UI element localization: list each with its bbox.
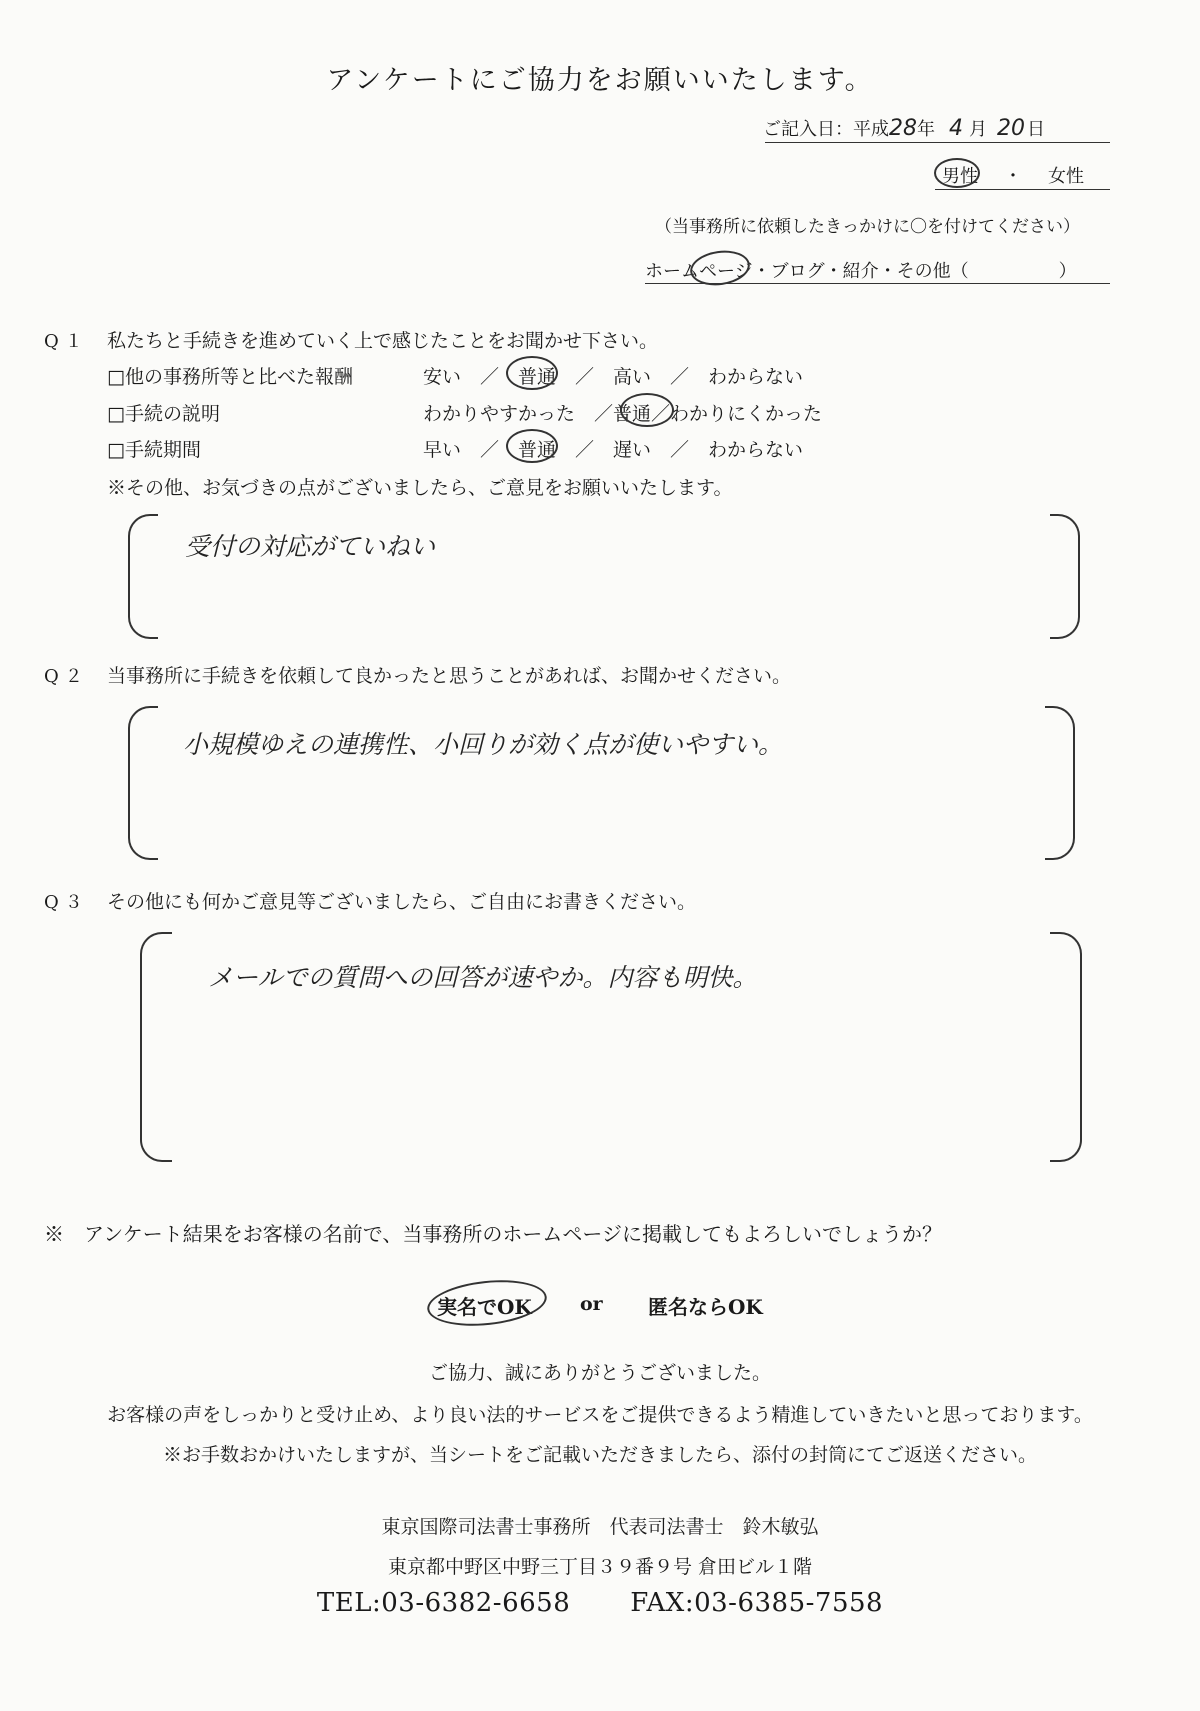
date-underline (765, 142, 1110, 143)
q2-answer-bracket-left (128, 706, 158, 860)
day-unit: 日 (1027, 119, 1045, 140)
bleed-through-mark (95, 1605, 105, 1615)
date-label: ご記入日：平成 (763, 119, 889, 140)
page-title: アンケートにご協力をお願いいたします。 (326, 65, 874, 96)
office-fax: FAX:03-6385-7558 (630, 1588, 884, 1618)
year-unit: 年 (917, 119, 935, 140)
trigger-instruction: （当事務所に依頼したきっかけに〇を付けてください） (655, 217, 1080, 237)
office-tel: TEL:03-6382-6658 (316, 1588, 571, 1618)
q1-row-fee-circle (506, 356, 558, 390)
q2-text: 当事務所に手続きを依頼して良かったと思うことがあれば、お聞かせください。 (107, 665, 792, 687)
q3-answer-bracket-left (140, 932, 172, 1162)
office-name: 東京国際司法書士事務所 代表司法書士 鈴木敏弘 (381, 1516, 819, 1538)
q1-row-period-options[interactable]: 早い ／ 普通 ／ 遅い ／ わからない (423, 439, 804, 461)
q1-row-period-circle (506, 429, 558, 463)
q1-row-explanation-item[interactable]: □手続の説明 (107, 403, 220, 425)
q3-text: その他にも何かご意見等ございましたら、ご自由にお書きください。 (107, 891, 697, 913)
office-contact (0, 1588, 1200, 1618)
q2-answer[interactable]: 小規模ゆえの連携性、小回りが効く点が使いやすい。 (183, 730, 784, 759)
publish-option-anon[interactable]: 匿名ならOK (648, 1295, 763, 1319)
q1-answer-bracket-right (1050, 514, 1080, 639)
closing-message: お客様の声をしっかりと受け止め、より良い法的サービスをご提供できるよう精進していきたいと思っております。 (107, 1404, 1093, 1426)
date-row (763, 115, 1045, 141)
q3-answer-bracket-right (1050, 932, 1082, 1162)
q1-row-fee-item[interactable]: □他の事務所等と比べた報酬 (107, 366, 353, 388)
gender-male[interactable]: 男性 (942, 166, 978, 187)
trigger-underline (645, 283, 1110, 284)
closing-thanks: ご協力、誠にありがとうございました。 (428, 1362, 771, 1384)
date-day[interactable]: 20 (997, 116, 1025, 141)
q1-row-fee-options[interactable]: 安い ／ 普通 ／ 高い ／ わからない (423, 366, 804, 388)
date-month[interactable]: 4 (949, 116, 963, 141)
month-unit: 月 (969, 119, 987, 140)
q1-answer[interactable]: 受付の対応がていねい (185, 532, 436, 561)
q1-answer-bracket-left (128, 514, 158, 639)
q2-label: Q２ (44, 666, 89, 687)
publish-or: or (580, 1293, 603, 1315)
gender-separator: ・ (1004, 166, 1022, 187)
date-year[interactable]: 28 (889, 116, 917, 141)
q1-note: ※その他、お気づきの点がございましたら、ご意見をお願いいたします。 (107, 477, 733, 499)
closing-return-note: ※お手数おかけいたしますが、当シートをご記載いただきましたら、添付の封筒にてご返送ください。 (162, 1444, 1037, 1466)
q3-answer[interactable]: メールでの質問への回答が速やか。内容も明快。 (208, 963, 758, 992)
publish-option-real[interactable]: 実名でOK (437, 1295, 532, 1319)
q1-row-period-item[interactable]: □手続期間 (107, 439, 201, 461)
gender-male-circle (934, 158, 980, 188)
q1-text: 私たちと手続きを進めていく上で感じたことをお聞かせ下さい。 (107, 330, 659, 352)
office-address: 東京都中野区中野三丁目３９番９号 倉田ビル１階 (387, 1556, 813, 1578)
trigger-options[interactable]: ホームページ・ブログ・紹介・その他（ ） (645, 261, 1077, 282)
publish-option-real-circle (425, 1275, 549, 1331)
q1-label: Q１ (44, 331, 89, 352)
q2-answer-bracket-right (1045, 706, 1075, 860)
q1-row-explanation-options[interactable]: わかりやすかった ／普通／わかりにくかった (423, 403, 823, 425)
q1-row-explanation-circle (620, 393, 674, 427)
gender-underline (935, 189, 1110, 190)
q3-label: Q３ (44, 892, 89, 913)
gender-female[interactable]: 女性 (1048, 166, 1084, 187)
publish-question: ※ アンケート結果をお客様の名前で、当事務所のホームページに掲載してもよろしいでしょうか？ (44, 1222, 942, 1246)
